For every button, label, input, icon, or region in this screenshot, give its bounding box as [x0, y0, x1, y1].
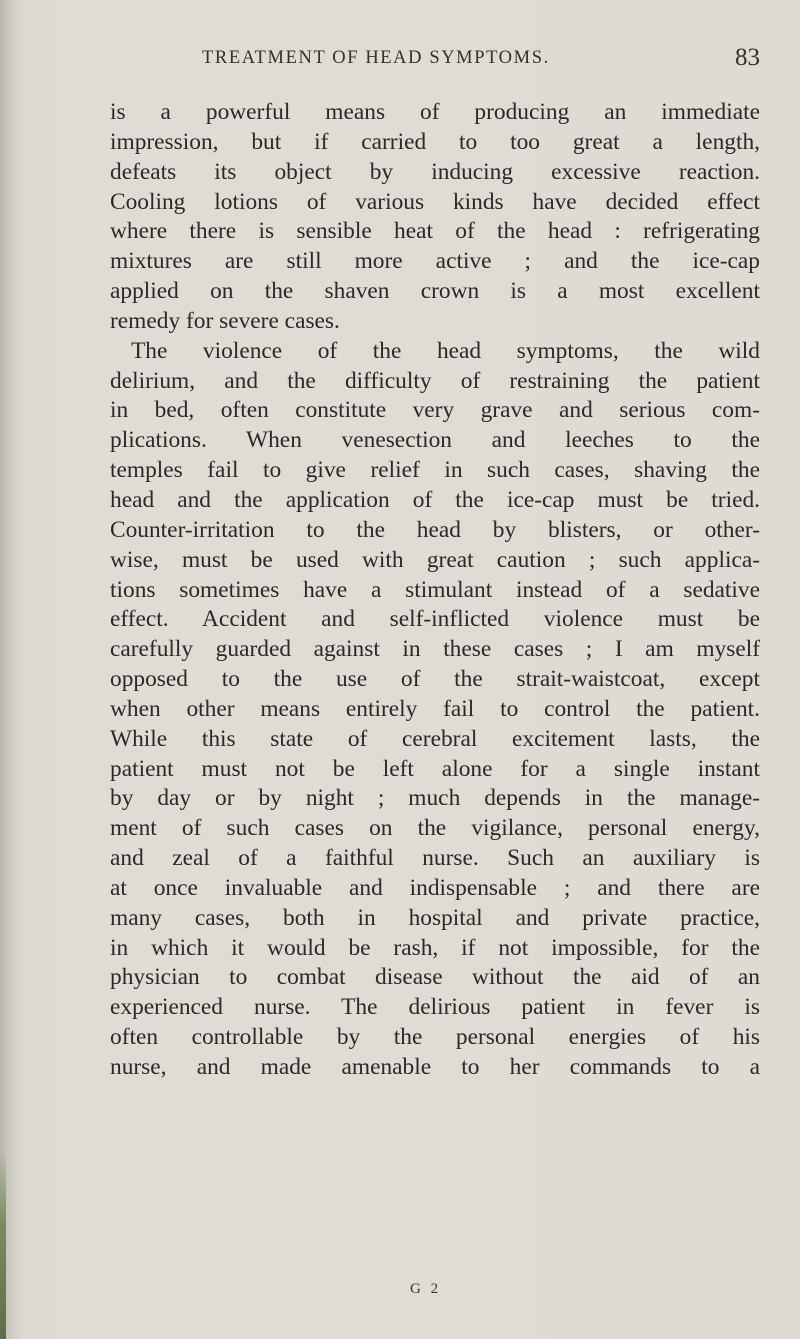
text-line: nurse, and made amenable to her commands to a	[110, 1054, 760, 1080]
paragraph-start-line: The violence of the head symptoms, the wild	[131, 337, 760, 364]
text-line: Cooling lotions of various kinds have decided effect	[110, 188, 760, 215]
text-line: physician to combat disease without the aid of an	[110, 964, 760, 991]
text-line: many cases, both in hospital and private practice,	[110, 904, 760, 931]
text-line: defeats its object by inducing excessive reaction.	[110, 158, 760, 185]
text-line: temples fail to give relief in such cases, shaving the	[110, 457, 760, 484]
text-line: patient must not be left alone for a single instant	[110, 755, 760, 782]
text-line: delirium, and the difficulty of restraining the patient	[110, 367, 760, 394]
text-line: often controllable by the personal energies of his	[110, 1024, 760, 1051]
gutter-shadow	[0, 0, 22, 1339]
signature-mark: G 2	[410, 1281, 442, 1297]
text-line: in which it would be rash, if not impossible, for the	[110, 934, 760, 961]
text-line: at once invaluable and indispensable ; and there are	[110, 874, 760, 901]
text-line: head and the application of the ice-cap must be tried.	[110, 486, 760, 513]
text-line: tions sometimes have a stimulant instead of a sedative	[110, 576, 760, 603]
text-line: when other means entirely fail to control the patient.	[110, 695, 760, 722]
text-line: experienced nurse. The delirious patient in fever is	[110, 994, 760, 1021]
text-line: in bed, often constitute very grave and serious com-	[110, 397, 760, 424]
text-line: where there is sensible heat of the head : refrigerating	[110, 218, 760, 245]
gutter-edge	[0, 1150, 6, 1339]
text-line: by day or by night ; much depends in the manage-	[110, 785, 760, 812]
body-text	[110, 98, 760, 1083]
running-title: TREATMENT OF HEAD SYMPTOMS.	[202, 48, 550, 68]
text-line: While this state of cerebral excitement lasts, the	[110, 725, 760, 752]
text-line: carefully guarded against in these cases ; I am myself	[110, 636, 760, 663]
text-line: is a powerful means of producing an immediate	[110, 99, 760, 125]
text-line: mixtures are still more active ; and the ice-cap	[110, 248, 760, 275]
text-line: plications. When venesection and leeches to the	[110, 427, 760, 454]
text-line: opposed to the use of the strait-waistcoat, except	[110, 666, 760, 693]
text-line: wise, must be used with great caution ; such applica-	[110, 546, 760, 573]
running-head	[100, 44, 760, 78]
text-line: ment of such cases on the vigilance, personal energy,	[110, 815, 760, 842]
text-line: applied on the shaven crown is a most excellent	[110, 278, 760, 305]
text-line: remedy for severe cases.	[110, 307, 340, 334]
text-line: effect. Accident and self-inflicted violence must be	[110, 606, 760, 633]
text-line: impression, but if carried to too great a length,	[110, 128, 760, 155]
page-number: 83	[735, 44, 760, 71]
text-line: Counter-irritation to the head by blisters, or other-	[110, 516, 760, 543]
text-line: and zeal of a faithful nurse. Such an auxiliary is	[110, 845, 760, 872]
